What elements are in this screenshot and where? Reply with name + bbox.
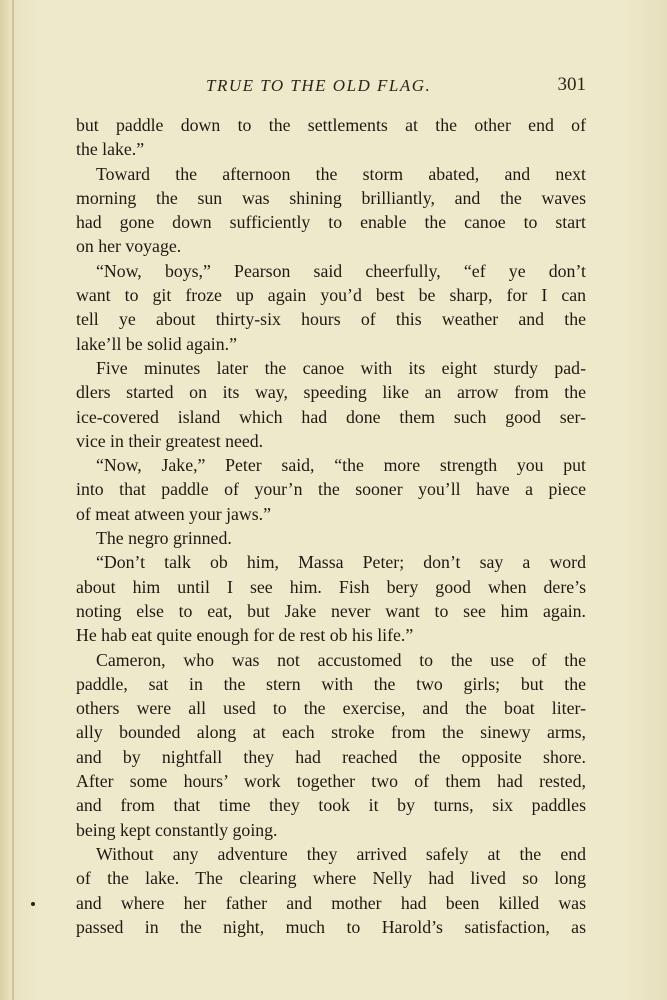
text-line: tell ye about thirty-six hours of this weather and the	[76, 309, 586, 330]
text-line: Cameron, who was not accustomed to the use of the	[96, 649, 586, 670]
text-line: After some hours’ work together two of them had rested,	[76, 771, 586, 792]
ink-speck	[31, 902, 35, 906]
text-line: ice-covered island which had done them such good ser-	[76, 406, 586, 427]
page-header	[76, 76, 586, 102]
text-line: on her voyage.	[76, 236, 182, 257]
text-line: “Don’t talk ob him, Massa Peter; don’t say a word	[96, 552, 586, 573]
text-line: Without any adventure they arrived safely at the end	[96, 843, 586, 864]
text-line: had gone down sufficiently to enable the canoe to start	[76, 212, 586, 233]
text-line: ally bounded along at each stroke from the sinewy arms,	[76, 722, 586, 743]
body-text	[76, 113, 586, 939]
text-line: “Now, boys,” Pearson said cheerfully, “ef ye don’t	[96, 260, 586, 281]
text-line: vice in their greatest need.	[76, 430, 264, 451]
text-line: Toward the afternoon the storm abated, and next	[96, 163, 586, 184]
page-number: 301	[557, 74, 586, 95]
text-line: into that paddle of your’n the sooner you’ll have a piece	[76, 479, 586, 500]
text-line: paddle, sat in the stern with the two girls; but the	[76, 673, 586, 694]
text-line: and from that time they took it by turns, six paddles	[76, 795, 586, 816]
text-line: of meat atween your jaws.”	[76, 503, 272, 524]
text-line: The negro grinned.	[96, 528, 232, 549]
page-gutter	[12, 0, 14, 1000]
running-title: TRUE TO THE OLD FLAG.	[206, 76, 432, 95]
text-line: about him until I see him. Fish bery good when dere’s	[76, 576, 586, 597]
text-line: dlers started on its way, speeding like an arrow from the	[76, 382, 586, 403]
text-line: being kept constantly going.	[76, 819, 278, 840]
text-line: morning the sun was shining brilliantly, and the waves	[76, 187, 586, 208]
text-line: others were all used to the exercise, and the boat liter-	[76, 698, 586, 719]
text-line: and where her father and mother had been killed was	[76, 892, 586, 913]
text-line: noting else to eat, but Jake never want to see him again.	[76, 600, 586, 621]
text-line: of the lake. The clearing where Nelly had lived so long	[76, 868, 586, 889]
text-line: want to git froze up again you’d best be sharp, for I can	[76, 285, 586, 306]
text-line: the lake.”	[76, 139, 145, 160]
text-line: Five minutes later the canoe with its eight sturdy pad-	[96, 357, 586, 378]
text-line: but paddle down to the settlements at the other end of	[76, 115, 586, 135]
text-line: passed in the night, much to Harold’s satisfaction, as	[76, 916, 586, 937]
text-line: lake’ll be solid again.”	[76, 333, 237, 354]
text-line: He hab eat quite enough for de rest ob his life.”	[76, 625, 414, 646]
text-line: and by nightfall they had reached the opposite shore.	[76, 746, 586, 767]
text-line: “Now, Jake,” Peter said, “the more strength you put	[96, 455, 586, 476]
